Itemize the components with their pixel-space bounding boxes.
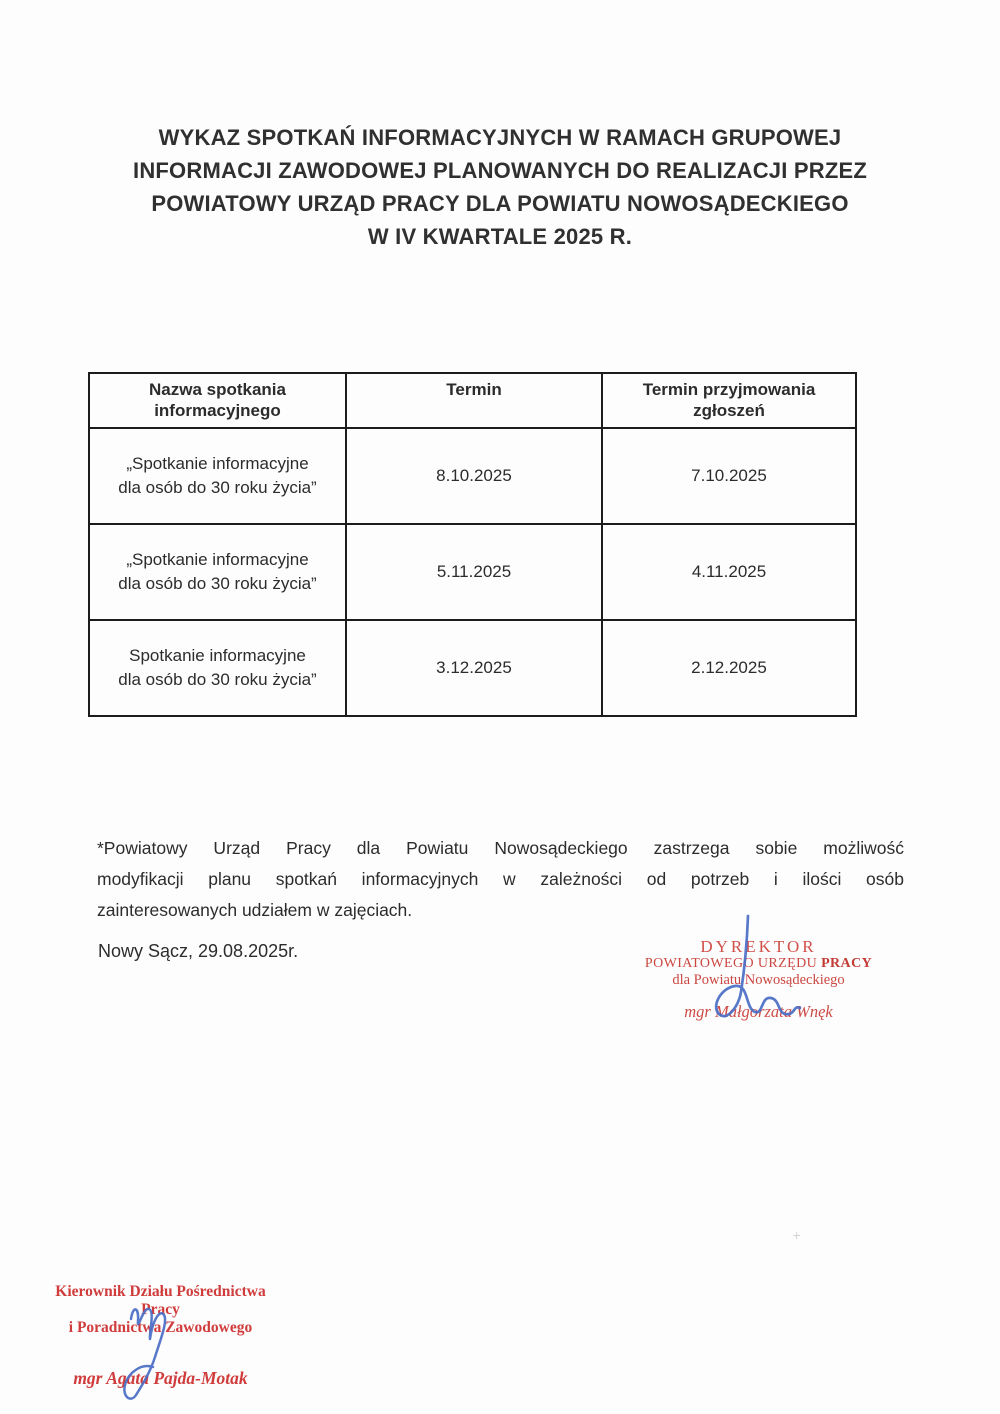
header-line: Nazwa spotkania xyxy=(149,380,286,399)
cell-meeting-name xyxy=(89,620,346,716)
director-stamp-office-bold: PRACY xyxy=(821,956,873,971)
cell-termin-zgloszen: 7.10.2025 xyxy=(602,428,856,524)
col-header-termin-zgloszen xyxy=(602,373,856,428)
meeting-name-line: dla osób do 30 roku życia” xyxy=(118,478,317,497)
scan-artifact: + xyxy=(792,1229,802,1242)
cell-termin: 8.10.2025 xyxy=(346,428,602,524)
cell-meeting-name xyxy=(89,524,346,620)
director-stamp-office-regular: POWIATOWEGO URZĘDU xyxy=(644,956,818,971)
title-line-3: POWIATOWY URZĄD PRACY DLA POWIATU NOWOSĄDECKIEGO xyxy=(151,191,849,216)
director-stamp xyxy=(616,937,901,1022)
footnote-line-3: zainteresowanych udziałem w zajęciach. xyxy=(97,900,413,920)
table-row xyxy=(89,524,856,620)
cell-termin: 5.11.2025 xyxy=(346,524,602,620)
cell-termin-zgloszen: 4.11.2025 xyxy=(602,524,856,620)
header-line: Termin xyxy=(446,380,502,399)
director-signer-name: mgr Małgorzata Wnęk xyxy=(684,1002,833,1021)
meeting-name-line: „Spotkanie informacyjne xyxy=(126,550,309,569)
director-stamp-title: DYREKTOR xyxy=(700,937,817,956)
manager-stamp-title-2: i Poradnictwa Zawodowego xyxy=(68,1319,253,1336)
manager-stamp-title-1: Kierownik Działu Pośrednictwa Pracy xyxy=(55,1283,266,1318)
footnote xyxy=(97,833,904,926)
place-date: Nowy Sącz, 29.08.2025r. xyxy=(98,941,299,961)
cell-termin-zgloszen: 2.12.2025 xyxy=(602,620,856,716)
header-line: Termin przyjmowania xyxy=(642,380,816,399)
title-line-4: W IV KWARTALE 2025 R. xyxy=(367,224,633,249)
col-header-meeting-name xyxy=(89,373,346,428)
header-line: informacyjnego xyxy=(154,401,281,420)
title-line-2: INFORMACJI ZAWODOWEJ PLANOWANYCH DO REALIZACJI PRZEZ xyxy=(133,158,867,183)
director-stamp-district: dla Powiatu Nowosądeckiego xyxy=(672,972,845,988)
document-title xyxy=(0,121,1000,253)
cell-meeting-name xyxy=(89,428,346,524)
title-line-1: WYKAZ SPOTKAŃ INFORMACYJNYCH W RAMACH GRUPOWEJ xyxy=(158,125,842,150)
manager-stamp xyxy=(38,1283,283,1389)
table-row xyxy=(89,428,856,524)
meeting-name-line: Spotkanie informacyjne xyxy=(129,646,306,665)
manager-signer-name: mgr Agata Pajda-Motak xyxy=(73,1368,248,1388)
col-header-termin xyxy=(346,373,602,428)
cell-termin: 3.12.2025 xyxy=(346,620,602,716)
footnote-line-1: *Powiatowy Urząd Pracy dla Powiatu Nowosądeckiego zastrzega sobie możliwość xyxy=(97,838,904,858)
director-stamp-office xyxy=(616,956,901,972)
meeting-name-line: „Spotkanie informacyjne xyxy=(126,454,309,473)
meetings-table xyxy=(88,372,857,717)
table-header-row xyxy=(89,373,856,428)
footnote-line-2: modyfikacji planu spotkań informacyjnych w zależności od potrzeb i ilości osób xyxy=(97,869,904,889)
header-line: zgłoszeń xyxy=(693,401,765,420)
meeting-name-line: dla osób do 30 roku życia” xyxy=(118,670,317,689)
table-row xyxy=(89,620,856,716)
meeting-name-line: dla osób do 30 roku życia” xyxy=(118,574,317,593)
